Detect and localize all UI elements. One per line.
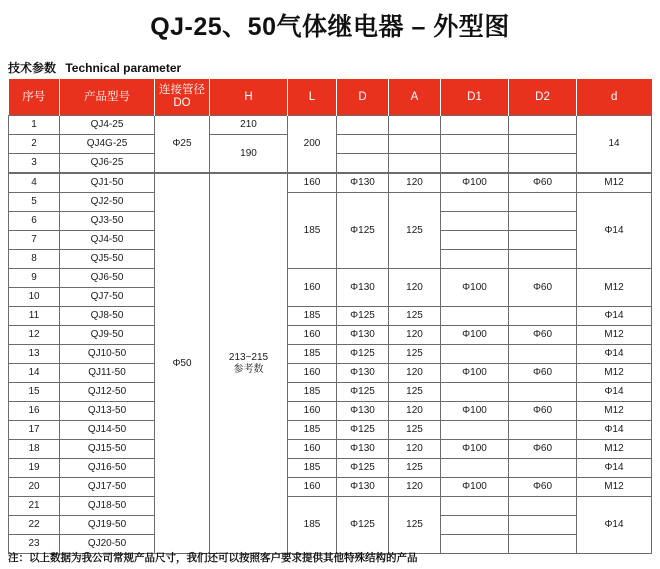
cell-d	[337, 116, 389, 135]
cell-d2: Φ60	[509, 326, 577, 345]
cell-d2	[509, 116, 577, 135]
cell-no: 13	[9, 345, 60, 364]
cell-model: QJ7-50	[60, 288, 155, 307]
header-l: L	[288, 79, 337, 116]
cell-d: Φ125	[337, 383, 389, 402]
cell-no: 11	[9, 307, 60, 326]
table-row	[9, 116, 652, 135]
cell-no: 3	[9, 154, 60, 174]
section-label	[8, 59, 181, 76]
cell-no: 7	[9, 231, 60, 250]
cell-a	[389, 135, 441, 154]
header-h: H	[210, 79, 288, 116]
h-range: 213~215	[228, 351, 269, 363]
cell-no: 6	[9, 212, 60, 231]
table-row	[9, 383, 652, 402]
cell-l: 185	[288, 497, 337, 554]
cell-a: 120	[389, 478, 441, 497]
cell-a: 125	[389, 193, 441, 269]
cell-small-d: Φ14	[577, 421, 652, 440]
cell-small-d: M12	[577, 326, 652, 345]
cell-small-d: Φ14	[577, 307, 652, 326]
cell-small-d: M12	[577, 440, 652, 459]
cell-d: Φ130	[337, 440, 389, 459]
cell-d	[337, 154, 389, 174]
cell-d2	[509, 535, 577, 554]
cell-d2	[509, 154, 577, 174]
cell-no: 1	[9, 116, 60, 135]
cell-d: Φ125	[337, 459, 389, 478]
cell-l: 160	[288, 440, 337, 459]
section-label-en: Technical parameter	[65, 61, 182, 75]
header-no: 序号	[9, 79, 60, 116]
cell-no: 19	[9, 459, 60, 478]
cell-d: Φ130	[337, 364, 389, 383]
cell-model: QJ5-50	[60, 250, 155, 269]
cell-d: Φ125	[337, 193, 389, 269]
cell-l: 160	[288, 269, 337, 307]
cell-model: QJ4-50	[60, 231, 155, 250]
cell-small-d: M12	[577, 478, 652, 497]
cell-no: 17	[9, 421, 60, 440]
cell-l: 160	[288, 326, 337, 345]
cell-h	[210, 173, 288, 554]
cell-d: Φ130	[337, 269, 389, 307]
cell-d2	[509, 231, 577, 250]
cell-model: QJ6-50	[60, 269, 155, 288]
cell-small-d: M12	[577, 173, 652, 193]
cell-d1: Φ100	[441, 326, 509, 345]
cell-d: Φ130	[337, 173, 389, 193]
cell-d2	[509, 516, 577, 535]
cell-d2	[509, 497, 577, 516]
cell-d2: Φ60	[509, 478, 577, 497]
cell-d: Φ125	[337, 307, 389, 326]
cell-small-d: M12	[577, 269, 652, 307]
cell-no: 2	[9, 135, 60, 154]
cell-no: 21	[9, 497, 60, 516]
cell-d2: Φ60	[509, 364, 577, 383]
cell-a: 120	[389, 269, 441, 307]
cell-a: 125	[389, 383, 441, 402]
cell-d1: Φ100	[441, 402, 509, 421]
cell-d1	[441, 193, 509, 212]
cell-no: 15	[9, 383, 60, 402]
header-a: A	[389, 79, 441, 116]
cell-d: Φ130	[337, 478, 389, 497]
cell-d2	[509, 250, 577, 269]
cell-model: QJ17-50	[60, 478, 155, 497]
page-title: QJ-25、50气体继电器 – 外型图	[150, 13, 510, 41]
cell-d1	[441, 345, 509, 364]
cell-l: 185	[288, 459, 337, 478]
cell-small-d: M12	[577, 402, 652, 421]
cell-d2	[509, 345, 577, 364]
cell-d2	[509, 459, 577, 478]
cell-model: QJ1-50	[60, 173, 155, 193]
table-row	[9, 478, 652, 497]
cell-l: 200	[288, 116, 337, 174]
cell-d: Φ125	[337, 497, 389, 554]
cell-no: 22	[9, 516, 60, 535]
cell-no: 20	[9, 478, 60, 497]
table-row	[9, 173, 652, 193]
table-row	[9, 269, 652, 288]
cell-d2: Φ60	[509, 173, 577, 193]
cell-d1	[441, 154, 509, 174]
cell-d2: Φ60	[509, 402, 577, 421]
cell-d1	[441, 535, 509, 554]
cell-d1	[441, 383, 509, 402]
cell-d1: Φ100	[441, 364, 509, 383]
cell-d2	[509, 135, 577, 154]
cell-model: QJ12-50	[60, 383, 155, 402]
cell-a: 120	[389, 173, 441, 193]
cell-small-d: Φ14	[577, 345, 652, 364]
cell-a: 125	[389, 459, 441, 478]
cell-no: 9	[9, 269, 60, 288]
cell-a: 125	[389, 497, 441, 554]
cell-model: QJ19-50	[60, 516, 155, 535]
cell-l: 185	[288, 345, 337, 364]
cell-a: 120	[389, 402, 441, 421]
cell-d2	[509, 212, 577, 231]
cell-l: 160	[288, 402, 337, 421]
table-row	[9, 497, 652, 516]
cell-a: 120	[389, 364, 441, 383]
cell-d2: Φ60	[509, 269, 577, 307]
cell-no: 23	[9, 535, 60, 554]
cell-model: QJ4G-25	[60, 135, 155, 154]
table-row	[9, 364, 652, 383]
cell-small-d: Φ14	[577, 497, 652, 554]
cell-a: 125	[389, 421, 441, 440]
cell-model: QJ20-50	[60, 535, 155, 554]
footnote: 注：以上数据为我公司常规产品尺寸，我们还可以按照客户要求提供其他特殊结构的产品	[8, 552, 418, 564]
section-label-cn: 技术参数	[8, 61, 57, 75]
cell-model: QJ2-50	[60, 193, 155, 212]
cell-small-d: Φ14	[577, 193, 652, 269]
cell-d1: Φ100	[441, 478, 509, 497]
cell-d1	[441, 250, 509, 269]
cell-d1	[441, 459, 509, 478]
cell-no: 10	[9, 288, 60, 307]
cell-no: 12	[9, 326, 60, 345]
h-reference-note: 参考数	[233, 363, 264, 375]
table-row	[9, 307, 652, 326]
cell-d1	[441, 497, 509, 516]
cell-a: 125	[389, 307, 441, 326]
cell-a: 125	[389, 345, 441, 364]
cell-a	[389, 154, 441, 174]
table-row	[9, 193, 652, 212]
cell-model: QJ3-50	[60, 212, 155, 231]
cell-d1	[441, 135, 509, 154]
cell-d2	[509, 193, 577, 212]
header-d1: D1	[441, 79, 509, 116]
cell-d: Φ130	[337, 326, 389, 345]
table-header-row	[9, 79, 652, 116]
cell-l: 185	[288, 193, 337, 269]
cell-do: Φ25	[155, 116, 210, 174]
cell-no: 18	[9, 440, 60, 459]
cell-d2	[509, 307, 577, 326]
cell-h: 190	[210, 135, 288, 174]
cell-d1: Φ100	[441, 173, 509, 193]
cell-small-d: 14	[577, 116, 652, 174]
cell-small-d: M12	[577, 364, 652, 383]
cell-d2	[509, 421, 577, 440]
cell-d1: Φ100	[441, 440, 509, 459]
cell-l: 185	[288, 307, 337, 326]
cell-d1: Φ100	[441, 269, 509, 307]
table-row	[9, 326, 652, 345]
header-model: 产品型号	[60, 79, 155, 116]
cell-model: QJ13-50	[60, 402, 155, 421]
cell-h: 210	[210, 116, 288, 135]
parameter-table	[8, 79, 652, 554]
cell-d: Φ125	[337, 421, 389, 440]
header-d: D	[337, 79, 389, 116]
cell-small-d: Φ14	[577, 459, 652, 478]
cell-l: 160	[288, 478, 337, 497]
cell-no: 5	[9, 193, 60, 212]
cell-model: QJ8-50	[60, 307, 155, 326]
cell-model: QJ16-50	[60, 459, 155, 478]
cell-d	[337, 135, 389, 154]
cell-do: Φ50	[155, 173, 210, 554]
cell-model: QJ10-50	[60, 345, 155, 364]
cell-d2: Φ60	[509, 440, 577, 459]
cell-small-d: Φ14	[577, 383, 652, 402]
cell-d1	[441, 516, 509, 535]
cell-l: 160	[288, 364, 337, 383]
cell-a: 120	[389, 440, 441, 459]
cell-d1	[441, 307, 509, 326]
table-row	[9, 440, 652, 459]
table-row	[9, 421, 652, 440]
cell-model: QJ4-25	[60, 116, 155, 135]
cell-model: QJ9-50	[60, 326, 155, 345]
cell-d1	[441, 116, 509, 135]
header-small-d: d	[577, 79, 652, 116]
cell-no: 4	[9, 173, 60, 193]
header-d2: D2	[509, 79, 577, 116]
cell-d1	[441, 421, 509, 440]
cell-l: 185	[288, 421, 337, 440]
cell-a: 120	[389, 326, 441, 345]
cell-l: 185	[288, 383, 337, 402]
table-row	[9, 402, 652, 421]
cell-a	[389, 116, 441, 135]
cell-d: Φ125	[337, 345, 389, 364]
table-row	[9, 459, 652, 478]
cell-d1	[441, 212, 509, 231]
cell-no: 14	[9, 364, 60, 383]
cell-l: 160	[288, 173, 337, 193]
cell-d1	[441, 231, 509, 250]
cell-d2	[509, 383, 577, 402]
cell-no: 16	[9, 402, 60, 421]
cell-model: QJ11-50	[60, 364, 155, 383]
cell-model: QJ18-50	[60, 497, 155, 516]
cell-d: Φ130	[337, 402, 389, 421]
cell-model: QJ14-50	[60, 421, 155, 440]
cell-model: QJ15-50	[60, 440, 155, 459]
cell-model: QJ6-25	[60, 154, 155, 174]
header-do: 连接管径DO	[155, 79, 210, 116]
table-row	[9, 345, 652, 364]
cell-no: 8	[9, 250, 60, 269]
